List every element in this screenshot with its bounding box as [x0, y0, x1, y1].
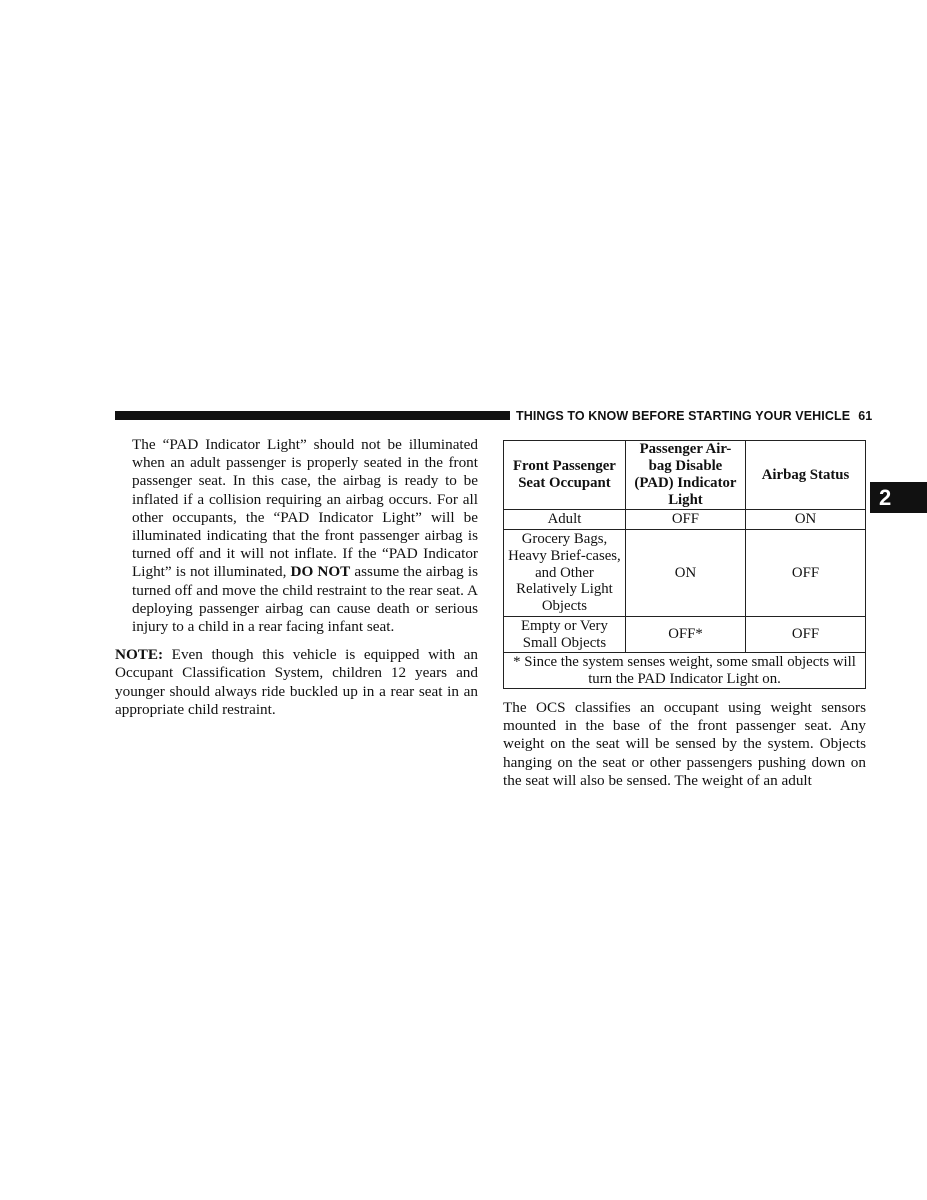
pad-status-table [503, 440, 866, 689]
header-rule [115, 411, 510, 420]
section-title: THINGS TO KNOW BEFORE STARTING YOUR VEHICLE [516, 409, 851, 423]
header-cell-occupant: Front Passenger Seat Occupant [504, 441, 626, 510]
table-row [504, 530, 866, 617]
table-cell: ON [746, 510, 866, 530]
table-row [504, 510, 866, 530]
table-cell: OFF [746, 530, 866, 617]
header-cell-pad-light: Passenger Air-bag Disable (PAD) Indicator Light [625, 441, 745, 510]
paragraph-text-end: assume the airbag is turned off and move the child restraint to the rear seat. A deploying passenger airbag can cause death or serious injury to a child in a rear facing infant seat. [132, 563, 478, 636]
table-cell: ON [625, 530, 745, 617]
table-footnote-row [504, 653, 866, 689]
note-paragraph [115, 646, 478, 719]
right-column [503, 699, 866, 790]
table-header-row [504, 441, 866, 510]
page-number: 61 [858, 409, 873, 423]
table-cell: OFF [746, 617, 866, 653]
header-cell-airbag-status: Airbag Status [746, 441, 866, 510]
do-not-emphasis: DO NOT [290, 563, 351, 581]
note-label: NOTE: [115, 646, 164, 664]
table-cell: Grocery Bags, Heavy Brief-cases, and Other Relatively Light Objects [504, 530, 626, 617]
chapter-tab: 2 [870, 482, 927, 513]
note-text: Even though this vehicle is equipped with an Occupant Classification System, children 12 years and younger should always ride buckled up in a rear seat in an appropriate child restraint. [115, 646, 478, 718]
table-cell: OFF [625, 510, 745, 530]
table-cell: Adult [504, 510, 626, 530]
ocs-paragraph: The OCS classifies an occupant using weight sensors mounted in the base of the front passenger seat. Any weight on the seat will be sensed by the system. Objects hanging on the seat or other passengers pushing down on the seat will also be sensed. The weight of an adult [503, 699, 866, 789]
table-row [504, 617, 866, 653]
running-header [516, 408, 873, 424]
table-cell: Empty or Very Small Objects [504, 617, 626, 653]
paragraph-text: The “PAD Indicator Light” should not be illuminated when an adult passenger is properly seated in the front passenger seat. In this case, the airbag is ready to be inflated if a collision requiring an airbag occurs. For all other occupants, the “PAD Indicator Light” will be illuminated indicating that the front passenger airbag is turned off and it will not inflate. If the “PAD Indicator Light” is not illuminated, [132, 436, 478, 581]
left-column [115, 436, 478, 719]
pad-light-paragraph [115, 436, 478, 636]
table-footnote: * Since the system senses weight, some small objects will turn the PAD Indicator Light on. [504, 653, 866, 689]
table-cell: OFF* [625, 617, 745, 653]
